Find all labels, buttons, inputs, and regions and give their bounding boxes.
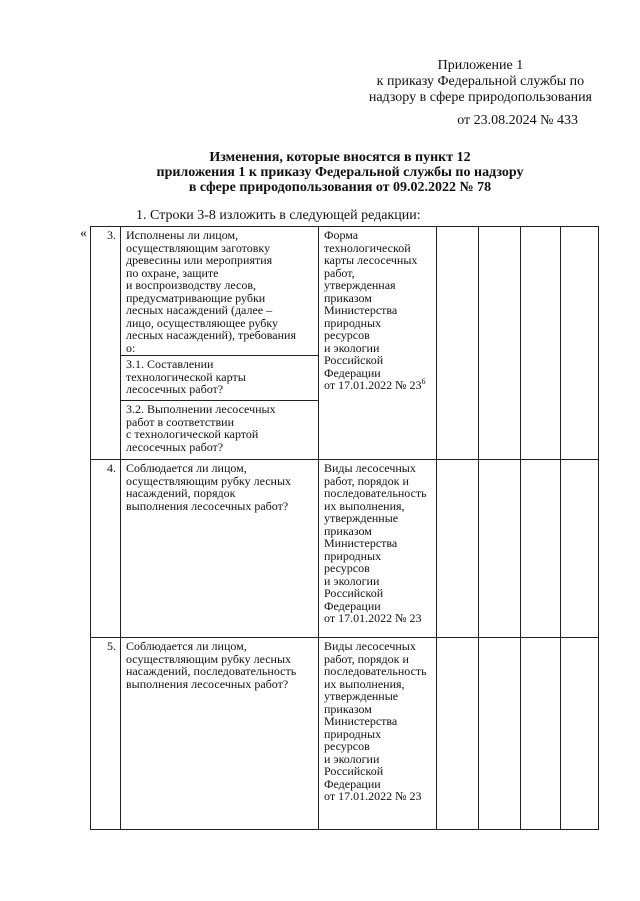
source-line: Форма (324, 228, 359, 242)
title-line: Изменения, которые вносятся в пункт 12 (209, 150, 471, 165)
source-line: от 17.01.2022 № 23 (324, 611, 422, 625)
question-line: выполнения лесосечных работ? (126, 676, 289, 691)
empty-cell (521, 638, 561, 830)
question-line: насаждений, последовательность (126, 664, 297, 678)
source-line (324, 379, 432, 392)
empty-cell (521, 460, 561, 638)
empty-cell (561, 638, 599, 830)
question-cell (121, 638, 319, 830)
source-line: и экологии (324, 573, 380, 588)
question-line: осуществляющим заготовку (126, 240, 271, 255)
empty-cell (437, 227, 479, 460)
question-cell (121, 227, 319, 356)
source-line: их выполнения, (324, 676, 405, 691)
source-line: технологической (324, 240, 411, 255)
document-title (120, 150, 560, 195)
source-line: и экологии (324, 751, 380, 766)
source-cell (319, 227, 437, 460)
source-line: Российской (324, 586, 384, 600)
source-line: ресурсов (324, 739, 370, 753)
source-line: Федерации (324, 598, 381, 613)
row-number: 3. (91, 227, 121, 460)
source-cell (319, 638, 437, 830)
source-line: Министерства (324, 536, 398, 550)
source-line: Виды лесосечных (324, 461, 416, 475)
question-line: предусматривающие рубки (126, 290, 266, 305)
row-number: 4. (91, 460, 121, 638)
question-line: Соблюдается ли лицом, (126, 639, 247, 653)
source-line: утвержденная (324, 278, 396, 292)
question-line: работ в соответствии (126, 414, 234, 429)
source-line: Российской (324, 764, 384, 778)
empty-cell (479, 227, 521, 460)
empty-cell (479, 460, 521, 638)
source-date-text: от 17.01.2022 № 23 (324, 378, 422, 392)
source-line: от 17.01.2022 № 23 (324, 789, 422, 803)
question-line: лицо, осуществляющее рубку (126, 315, 279, 330)
question-line: лесосечных работ? (126, 439, 224, 454)
question-line: технологической карты (126, 369, 246, 384)
source-line: работ, порядок и (324, 651, 409, 666)
source-line: природных (324, 548, 382, 563)
row-number: 5. (91, 638, 121, 830)
source-line: работ, порядок и (324, 473, 409, 488)
question-line: лесных насаждений), требования (126, 328, 296, 342)
title-line: приложения 1 к приказу Федеральной службы по надзору (156, 165, 524, 180)
question-line: по охране, защите (126, 265, 219, 280)
empty-cell (437, 460, 479, 638)
table-row-5 (91, 638, 599, 830)
source-cell (319, 460, 437, 638)
source-line: приказом (324, 523, 372, 538)
appendix-line: к приказу Федеральной службы по (376, 74, 585, 89)
source-line: природных (324, 315, 382, 330)
question-line: Исполнены ли лицом, (126, 228, 239, 242)
source-line: работ, (324, 265, 355, 280)
source-line: последовательность (324, 486, 427, 500)
table-row-3 (91, 227, 599, 356)
order-date: от 23.08.2024 № 433 (457, 113, 578, 128)
instruction-text: 1. Строки 3-8 изложить в следующей редакции: (136, 208, 421, 223)
question-line: Соблюдается ли лицом, (126, 461, 247, 475)
question-line: о: (126, 340, 136, 355)
opening-quote: « (80, 226, 87, 241)
source-line: ресурсов (324, 328, 370, 342)
question-line: 3.2. Выполнении лесосечных (126, 402, 276, 416)
question-cell (121, 401, 319, 460)
source-line: природных (324, 726, 382, 741)
empty-cell (561, 460, 599, 638)
question-line: с технологической картой (126, 427, 259, 441)
empty-cell (437, 638, 479, 830)
source-line: Виды лесосечных (324, 639, 416, 653)
question-line: насаждений, порядок (126, 486, 236, 500)
source-line: Федерации (324, 776, 381, 791)
source-line: приказом (324, 701, 372, 716)
question-line: лесных насаждений (далее – (126, 303, 273, 317)
source-line: Российской (324, 353, 384, 367)
question-line: и воспроизводству лесов, (126, 278, 256, 292)
source-line: последовательность (324, 664, 427, 678)
question-line: осуществляющим рубку лесных (126, 473, 292, 488)
source-line: утвержденные (324, 689, 399, 703)
question-cell (121, 356, 319, 401)
question-line: 3.1. Составлении (126, 357, 214, 371)
source-line: ресурсов (324, 561, 370, 575)
source-line: утвержденные (324, 511, 399, 525)
source-line: Федерации (324, 365, 381, 380)
question-line: осуществляющим рубку лесных (126, 651, 292, 666)
question-cell (121, 460, 319, 638)
source-line: приказом (324, 290, 372, 305)
source-line: карты лесосечных (324, 253, 418, 267)
question-line: лесосечных работ? (126, 382, 224, 396)
empty-cell (479, 638, 521, 830)
question-line: древесины или мероприятия (126, 253, 273, 267)
appendix-header (369, 58, 592, 106)
table-row-4 (91, 460, 599, 638)
source-line: Министерства (324, 714, 398, 728)
empty-cell (561, 227, 599, 460)
source-line: их выполнения, (324, 498, 405, 513)
changes-table (90, 226, 599, 830)
empty-cell (521, 227, 561, 460)
appendix-line: надзору в сфере природопользования (368, 90, 592, 105)
source-line: Министерства (324, 303, 398, 317)
question-line: выполнения лесосечных работ? (126, 498, 289, 513)
footnote-marker: 6 (421, 377, 426, 386)
title-line: в сфере природопользования от 09.02.2022 № 78 (188, 180, 492, 195)
appendix-line: Приложение 1 (437, 58, 524, 73)
source-line: и экологии (324, 340, 380, 355)
